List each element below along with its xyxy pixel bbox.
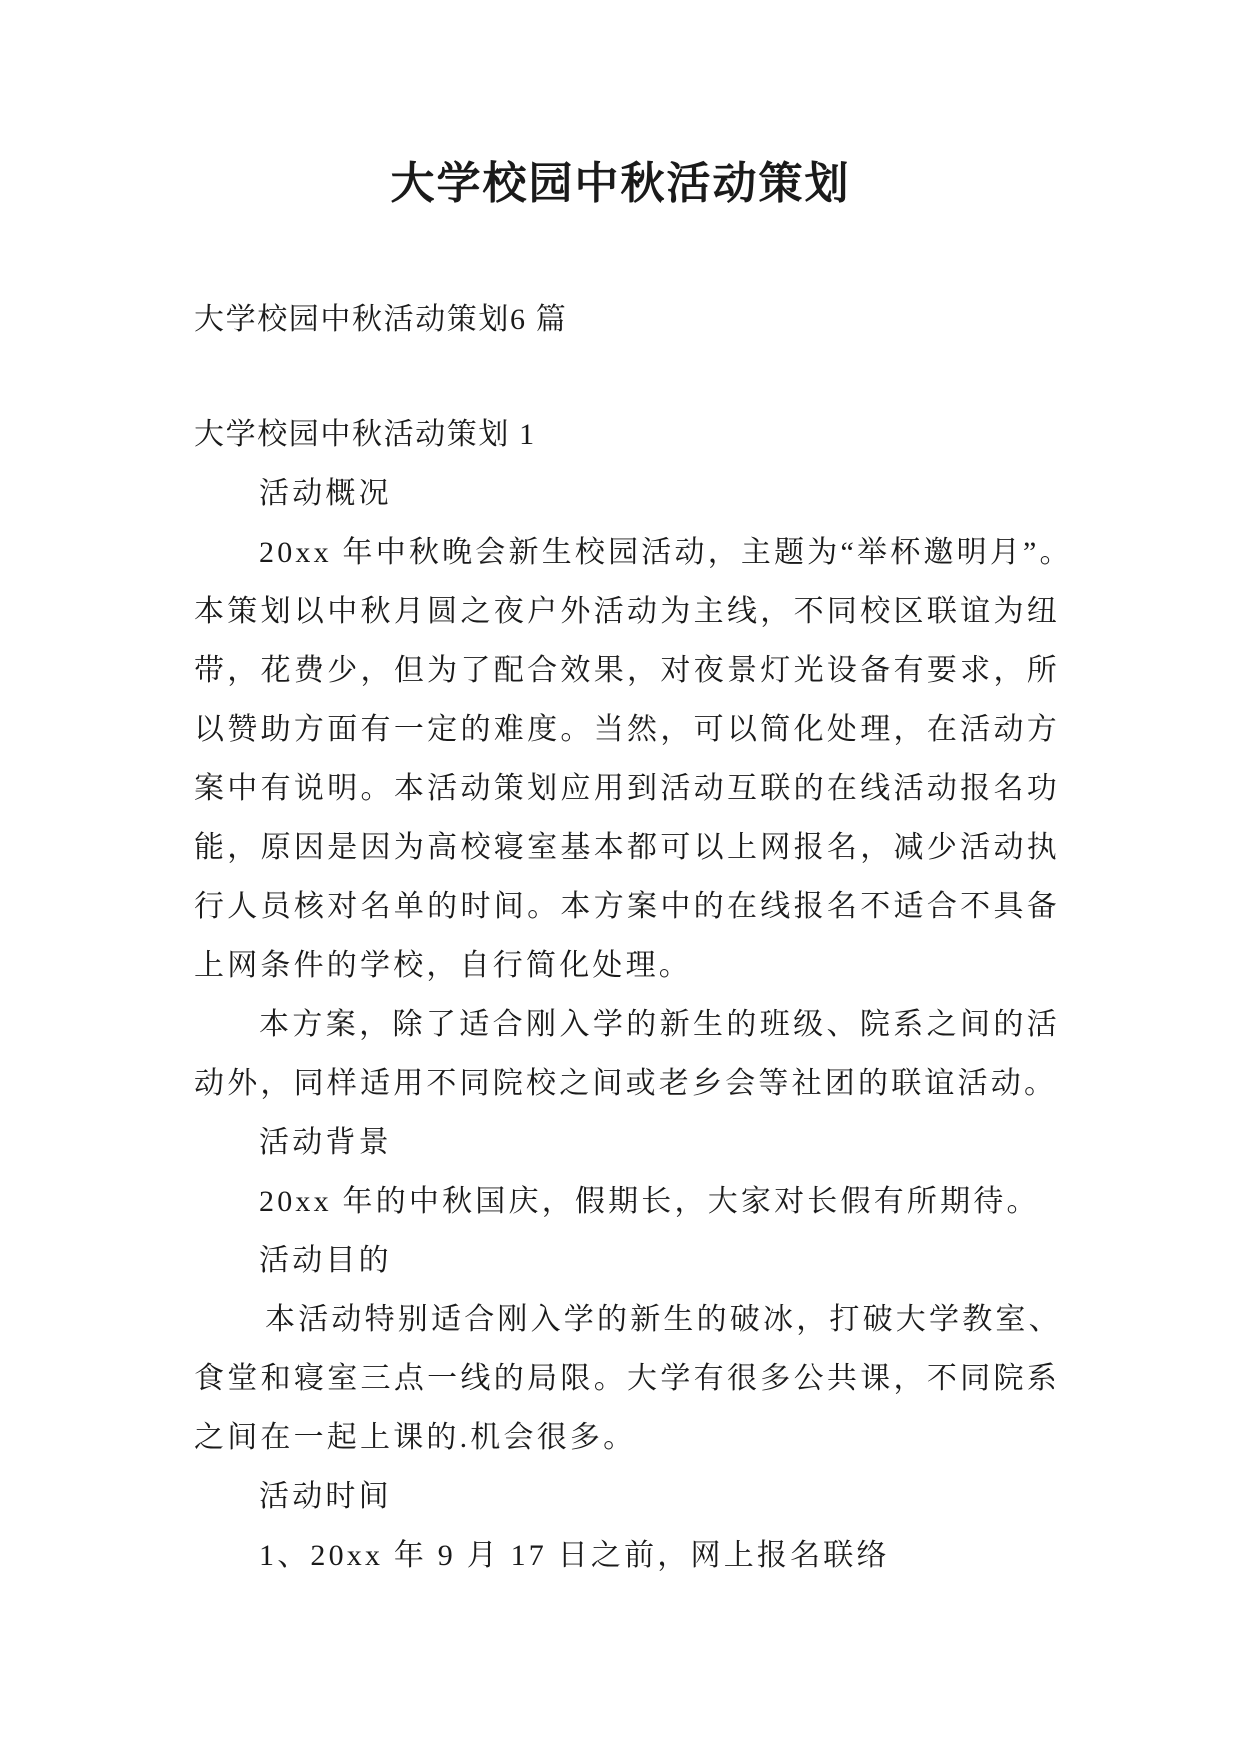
paragraph-line: 20xx 年的中秋国庆，假期长，大家对长假有所期待。 [259,1185,1040,1218]
paragraph-line: 本方案，除了适合刚入学的新生的班级、院系之间的活 [259,1008,1060,1041]
document-body [194,405,1073,1585]
paragraph-overview [194,523,1073,995]
paragraph-line: 20xx 年中秋晚会新生校园活动，主题为“举杯邀明月”。 [259,536,1073,569]
paragraph-time [194,1526,1060,1585]
paragraph-line: 上网条件的学校，自行简化处理。 [194,949,692,982]
paragraph-line: 1、20xx 年 9 月 17 日之前，网上报名联络 [259,1539,890,1572]
document-title: 大学校园中秋活动策划 [390,159,851,208]
paragraph-line: 行人员核对名单的时间。本方案中的在线报名不适合不具备 [194,890,1060,923]
paragraph-line: 活动概况 [259,477,392,510]
section-heading: 大学校园中秋活动策划 1 [194,418,536,451]
paragraph-line: 之间在一起上课的.机会很多。 [194,1421,637,1454]
paragraph-time-heading [194,1467,1060,1526]
paragraph-purpose [194,1290,1060,1467]
paragraph-overview-heading [194,464,1060,523]
paragraph-line: 食堂和寝室三点一线的局限。大学有很多公共课，不同院系 [194,1362,1060,1395]
paragraph-background [194,1172,1060,1231]
paragraph-line: 活动背景 [259,1126,392,1159]
paragraph-line: 动外，同样适用不同院校之间或老乡会等社团的联谊活动。 [194,1067,1058,1100]
paragraph-line: 本策划以中秋月圆之夜户外活动为主线，不同校区联谊为纽 [194,595,1060,628]
paragraph-scope [194,995,1060,1113]
paragraph-line: 本活动特别适合刚入学的新生的破冰，打破大学教室、 [265,1303,1062,1336]
paragraph-line: 活动时间 [259,1480,392,1513]
paragraph-background-heading [194,1113,1060,1172]
paragraph-line: 能，原因是因为高校寝室基本都可以上网报名，减少活动执 [194,831,1060,864]
paragraph-line: 以赞助方面有一定的难度。当然，可以简化处理，在活动方 [194,713,1060,746]
paragraph-line: 活动目的 [259,1244,392,1277]
paragraph-line: 带，花费少，但为了配合效果，对夜景灯光设备有要求，所 [194,654,1060,687]
paragraph-purpose-heading [194,1231,1060,1290]
document-subtitle: 大学校园中秋活动策划6 篇 [194,303,568,336]
paragraph-line: 案中有说明。本活动策划应用到活动互联的在线活动报名功 [194,772,1060,805]
